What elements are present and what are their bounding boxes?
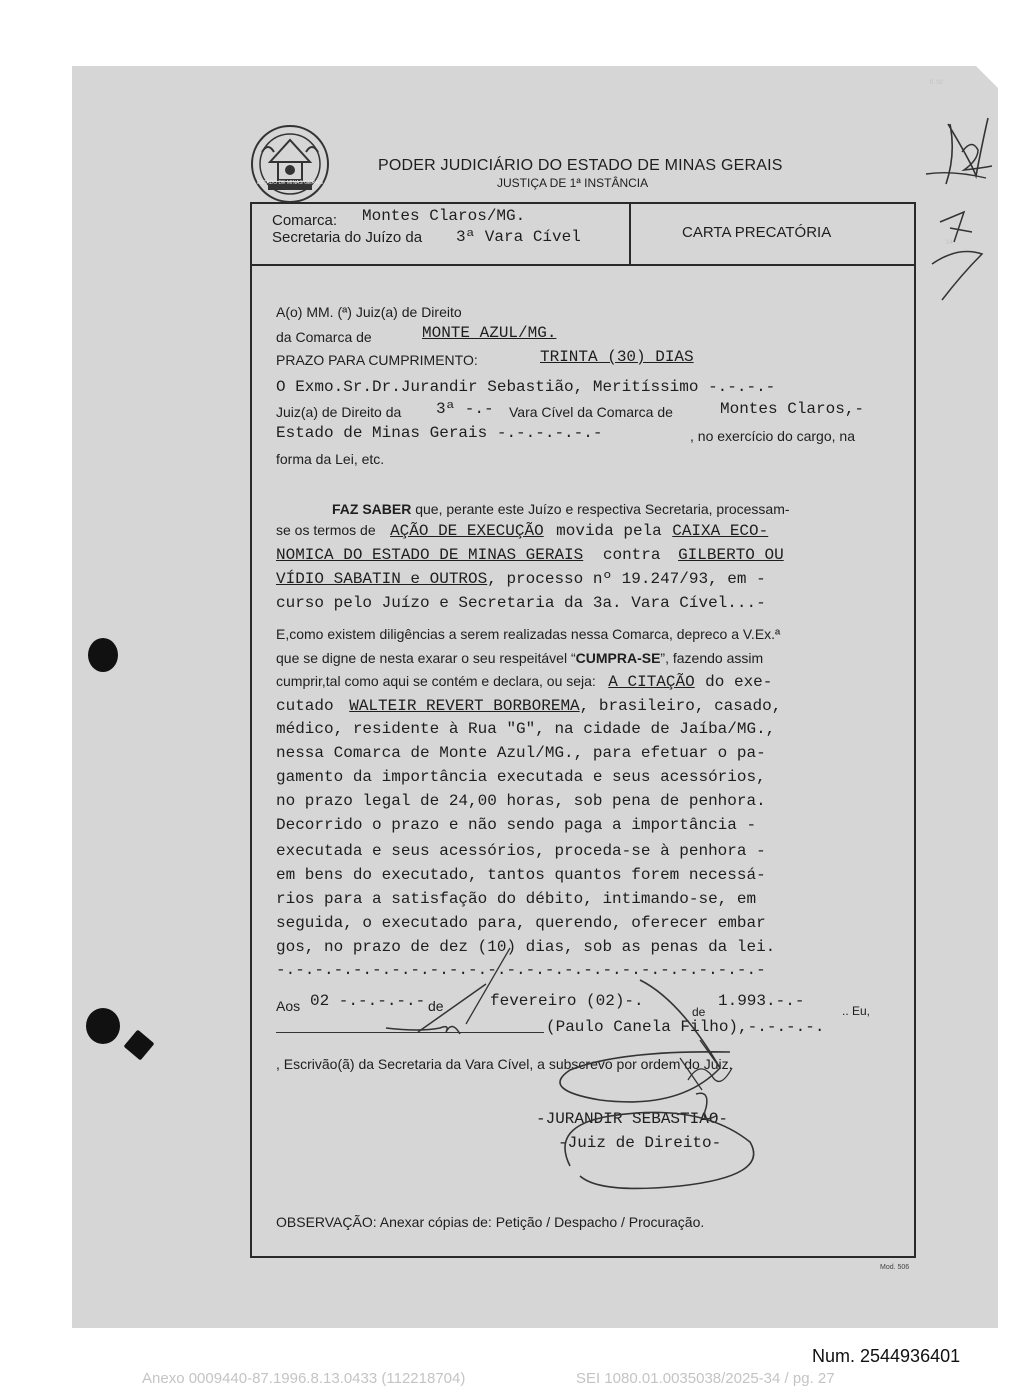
aos-label: Aos: [276, 998, 301, 1014]
margin-note-top: fl. 02: [930, 80, 944, 86]
executado-line: [276, 697, 781, 715]
header-title: PODER JUDICIÁRIO DO ESTADO DE MINAS GERAIS: [378, 157, 783, 174]
closing-eu: .. Eu,: [842, 1004, 871, 1018]
comarca-value: Montes Claros/MG.: [362, 207, 526, 225]
cumprir-line: [276, 673, 772, 691]
faz-saber-bold: FAZ SABER: [332, 501, 412, 517]
termos-prefix: se os termos de: [276, 522, 376, 538]
closing-de-1: de: [428, 998, 444, 1014]
judge-line: O Exmo.Sr.Dr.Jurandir Sebastião, Meritíssimo -.-.-.-: [276, 378, 776, 396]
judge-signature-name: -JURANDIR SEBASTIAO-: [536, 1110, 729, 1128]
body-line: em bens do executado, tantos quantos forem necessá-: [276, 866, 766, 884]
frame-divider-horizontal: [252, 264, 914, 266]
curso-line: curso pelo Juízo e Secretaria da 3a. Vara Cível...-: [276, 594, 766, 612]
body-line: gamento da importância executada e seus acessórios,: [276, 768, 766, 786]
body-line: executada e seus acessórios, proceda-se à penhora -: [276, 842, 766, 860]
prazo-value: TRINTA (30) DIAS: [540, 348, 694, 366]
header-subtitle: JUSTIÇA DE 1ª INSTÂNCIA: [497, 176, 649, 190]
diligencias-line: E,como existem diligências a serem realizadas nessa Comarca, depreco a V.Ex.ª: [276, 626, 781, 642]
closing-day: 02 -.-.-.-.-: [310, 992, 426, 1010]
gilberto-value-2: VÍDIO SABATIN e OUTROS: [276, 570, 488, 588]
model-number: Mod. 506: [880, 1264, 910, 1271]
body-line: nessa Comarca de Monte Azul/MG., para efetuar o pa-: [276, 744, 766, 762]
prazo-label: PRAZO PARA CUMPRIMENTO:: [276, 352, 478, 368]
termos-line: [276, 522, 768, 540]
faz-saber-rest: que, perante este Juízo e respectiva Secretaria, processam-: [415, 501, 790, 517]
margin-note-mid: 14: [946, 240, 953, 246]
comarca-destino-label: da Comarca de: [276, 329, 372, 345]
document-type: CARTA PRECATÓRIA: [682, 224, 832, 241]
dash-line: -.-.-.-.-.-.-.-.-.-.-.-.-.-.-.-.-.-.-.-.-.-.-.-.-.-: [276, 961, 766, 979]
caixa-line: [276, 546, 784, 564]
closing-month: fevereiro (02)-.: [490, 992, 644, 1010]
comarca-label: Comarca:: [272, 212, 338, 229]
body-line: no prazo legal de 24,00 horas, sob pena de penhora.: [276, 792, 766, 810]
juiz-label: Juiz(a) de Direito da: [276, 404, 402, 420]
cumprir-text: cumprir,tal como aqui se contém e declara, ou seja:: [276, 673, 596, 689]
movida-text: movida pela: [556, 522, 662, 540]
citacao-value: A CITAÇÃO: [608, 673, 695, 691]
citacao-suffix: do exe-: [705, 673, 773, 691]
cumpra-bold: CUMPRA-SE: [575, 650, 661, 666]
judge-signature-role: -Juiz de Direito-: [558, 1134, 722, 1152]
margin-annotation-icon: [912, 104, 1002, 314]
executado-suffix: , brasileiro, casado,: [579, 697, 782, 715]
observacao-text: OBSERVAÇÃO: Anexar cópias de: Petição / Despacho / Procuração.: [276, 1214, 705, 1230]
frame-divider-vertical: [629, 204, 631, 264]
punch-hole-top: [88, 638, 118, 672]
vara-label: Vara Cível da Comarca de: [509, 404, 673, 420]
secretaria-value: 3ª Vara Cível: [456, 228, 581, 246]
faz-saber-line: [332, 501, 790, 517]
body-line: Decorrido o prazo e não sendo paga a importância -: [276, 816, 757, 834]
page-number: Num. 2544936401: [812, 1346, 961, 1366]
processo-text: , processo nº 19.247/93, em -: [487, 570, 766, 588]
executado-name: WALTEIR REVERT BORBOREMA: [349, 697, 580, 715]
escrivao-line: , Escrivão(ã) da Secretaria da Vara Cível, a subscrevo por ordem do Juiz.: [276, 1056, 733, 1072]
body-line: seguida, o executado para, querendo, oferecer embar: [276, 914, 766, 932]
vara-number: 3ª -.-: [436, 400, 494, 418]
body-line: gos, no prazo de dez (10) dias, sob as penas da lei.: [276, 938, 776, 956]
closing-year: 1.993.-.-: [718, 992, 805, 1010]
punch-hole-bottom: [86, 1008, 120, 1044]
closing-de-2: de: [692, 1005, 706, 1019]
cumpra-suffix: ”, fazendo assim: [660, 650, 764, 666]
estado-line: Estado de Minas Gerais -.-.-.-.-.-: [276, 424, 603, 442]
footer-sei: SEI 1080.01.0035038/2025-34 / pg. 27: [576, 1370, 835, 1387]
cumpra-prefix: que se digne de nesta exarar o seu respeitável “: [276, 650, 576, 666]
acao-value: AÇÃO DE EXECUÇÃO: [390, 522, 544, 540]
body-line: rios para a satisfação do débito, intimando-se, em: [276, 890, 757, 908]
vara-city: Montes Claros,-: [720, 400, 865, 418]
body-line: médico, residente à Rua "G", na cidade de Jaíba/MG.,: [276, 720, 776, 738]
executado-prefix: cutado: [276, 697, 334, 715]
forma-text: forma da Lei, etc.: [276, 451, 385, 467]
footer-anexo: Anexo 0009440-87.1996.8.13.0433 (112218704): [142, 1370, 466, 1387]
exercicio-text: , no exercício do cargo, na: [690, 428, 855, 444]
seal-text: ESTADO DE MINAS GERAIS: [256, 180, 324, 186]
address-line: A(o) MM. (ª) Juiz(a) de Direito: [276, 304, 462, 320]
comarca-destino-value: MONTE AZUL/MG.: [422, 324, 557, 342]
gilberto-line: [276, 570, 766, 588]
contra-text: contra: [602, 546, 661, 564]
gilberto-value-1: GILBERTO OU: [678, 546, 784, 564]
secretaria-label: Secretaria do Juízo da: [272, 229, 423, 246]
seal-icon: [248, 122, 332, 206]
sheet-corner-fold: [976, 66, 998, 88]
judge-signature-oval-icon: [540, 1086, 780, 1196]
caixa-value-1: CAIXA ECO-: [672, 522, 769, 540]
escrivao-name: (Paulo Canela Filho),-.-.-.-.: [546, 1018, 825, 1036]
caixa-value-2: NOMICA DO ESTADO DE MINAS GERAIS: [276, 546, 584, 564]
cumpra-line: [276, 650, 763, 666]
